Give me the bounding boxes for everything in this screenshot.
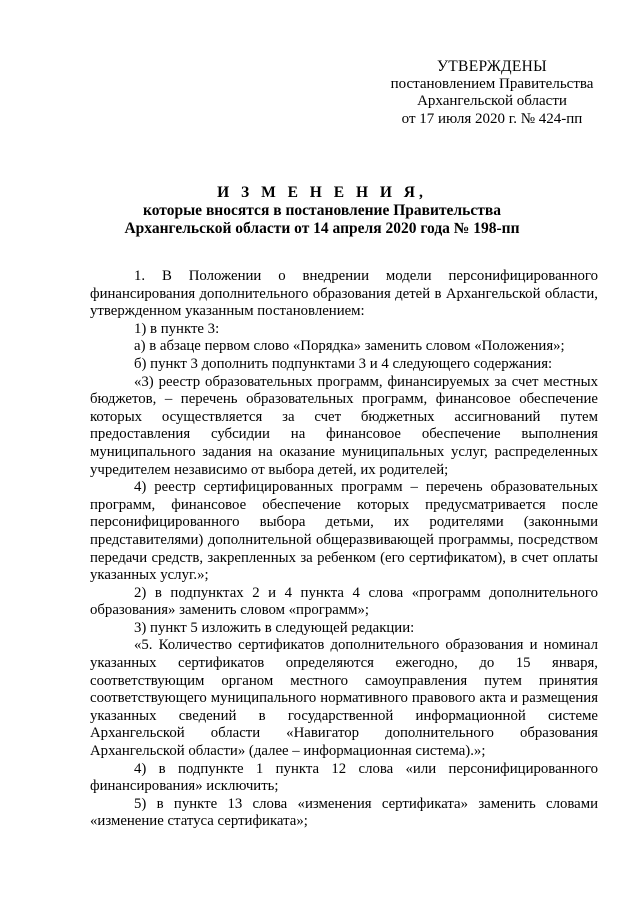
approval-line: Архангельской области (417, 93, 567, 109)
paragraph: «3) реестр образовательных программ, финансируемых за счет местных бюджетов, – перечень образовательных программ, финансовое обеспечение которых осуществляется за счет бюджетных ассигнований путем предоставления субсидии на финансовое обеспечение выполнения муниципального задания на оказание муниципальных услуг, распределенных учредителем независимо от выбора детей, их родителей; (90, 373, 598, 478)
heading-line: Архангельской области от 14 апреля 2020 года № 198-пп (124, 220, 520, 237)
document-heading (80, 184, 564, 238)
approval-line: от 17 июля 2020 г. № 424-пп (401, 110, 583, 127)
heading-title: И З М Е Н Е Н И Я, (217, 184, 427, 201)
document-body (90, 268, 598, 831)
paragraph: б) пункт 3 дополнить подпунктами 3 и 4 следующего содержания: (134, 355, 553, 372)
paragraph: 2) в подпунктах 2 и 4 пункта 4 слова «программ дополнительного образования» заменить словом «программ»; (90, 584, 598, 619)
paragraph: 3) пункт 5 изложить в следующей редакции: (134, 619, 415, 636)
heading-line: которые вносятся в постановление Правительства (143, 202, 501, 219)
paragraph: 4) реестр сертифицированных программ – перечень образовательных программ, финансовое обеспечение которых предусматривается после персонифицированного выбора детьми, их родителями (законными представителями) дополнительной общеразвивающей программы, посредством передачи средств, закрепленных за ребенком (его сертификатом), в счет оплаты указанных услуг.»; (90, 479, 598, 584)
approval-line: постановлением Правительства (390, 75, 594, 92)
paragraph: 5) в пункте 13 слова «изменения сертификата» заменить словами «изменение статуса сертификата»; (90, 795, 598, 830)
paragraph: 4) в подпункте 1 пункта 12 слова «или персонифицированного финансирования» исключить; (90, 760, 598, 795)
paragraph: а) в абзаце первом слово «Порядка» заменить словом «Положения»; (134, 338, 565, 355)
paragraph: 1) в пункте 3: (134, 320, 220, 337)
approval-title: УТВЕРЖДЕНЫ (437, 58, 547, 75)
paragraph: 1. В Положении о внедрении модели персонифицированного финансирования дополнительного образования детей в Архангельской области, утвержденном указанным постановлением: (90, 268, 598, 320)
paragraph: «5. Количество сертификатов дополнительного образования и номинал указанных сертификатов определяются ежегодно, до 15 января, соответствующим органом местного самоуправления путем принятия соответствующего муниципального нормативного правового акта и размещения указанных сведений в государственной информационной системе Архангельской области «Навигатор дополнительного образования Архангельской области» (далее – информационная система).»; (90, 637, 598, 760)
approval-stamp (384, 58, 600, 128)
